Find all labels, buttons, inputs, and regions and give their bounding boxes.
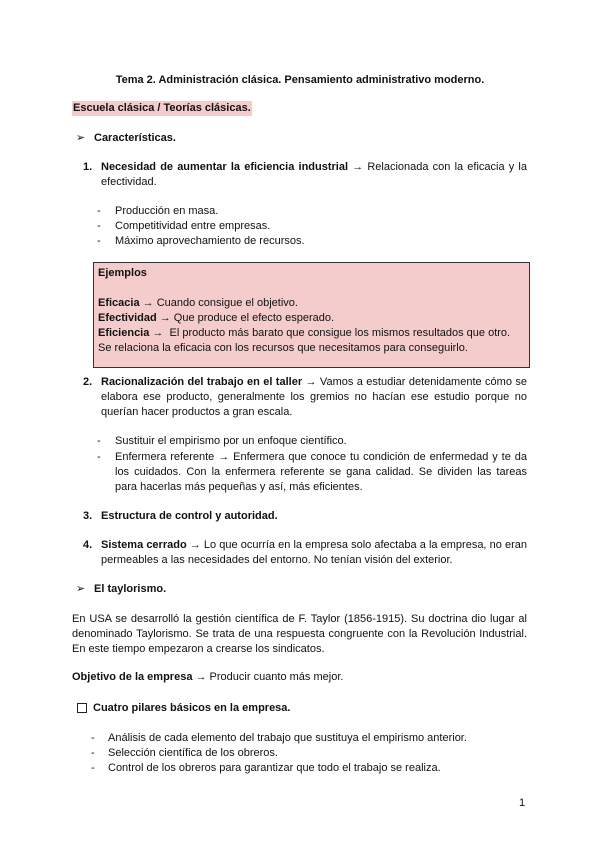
dash-bullet: - bbox=[97, 451, 101, 463]
dash-bullet: - bbox=[97, 435, 101, 447]
example-extra: Se relaciona la eficacia con los recursos que necesitamos para conseguirlo. bbox=[98, 342, 468, 354]
bullet-text: Análisis de cada elemento del trabajo que sustituya el empirismo anterior. bbox=[108, 732, 467, 744]
list-item bbox=[101, 375, 527, 420]
bullet-text: Sustituir el empirismo por un enfoque científico. bbox=[115, 435, 347, 447]
item-title: Estructura de control y autoridad. bbox=[101, 510, 278, 522]
bullet-text: Control de los obreros para garantizar que todo el trabajo se realiza. bbox=[108, 762, 441, 774]
item-number: 4. bbox=[83, 539, 93, 551]
list-item bbox=[101, 160, 527, 190]
bullet-text: Competitividad entre empresas. bbox=[115, 220, 271, 232]
dash-bullet: - bbox=[91, 762, 95, 774]
bullet-text: Selección científica de los obreros. bbox=[108, 747, 278, 759]
item-number: 1. bbox=[83, 161, 93, 173]
item-text: → Lo que ocurría en la empresa solo afectaba a la empresa, no eran permeables a las necesidades del entorno. No tenían visión del exterior. bbox=[101, 539, 527, 566]
example-term: Eficiencia bbox=[98, 327, 150, 339]
caracteristicas-heading: Características. bbox=[94, 132, 176, 144]
list-item bbox=[101, 538, 527, 568]
document-title: Tema 2. Administración clásica. Pensamiento administrativo moderno. bbox=[115, 74, 485, 86]
bullet-text: Producción en masa. bbox=[115, 205, 219, 217]
dash-bullet: - bbox=[97, 220, 101, 232]
examples-box bbox=[93, 262, 530, 368]
example-term: Eficacia bbox=[98, 297, 140, 309]
item-title: Sistema cerrado bbox=[101, 539, 187, 551]
dash-bullet: - bbox=[91, 747, 95, 759]
dash-bullet: - bbox=[97, 235, 101, 247]
item-text: → Vamos a estudiar detenidamente cómo se elabora ese producto, generalmente los gremios no hacían ese estudio porque no querían hacer productos a gran escala. bbox=[101, 376, 527, 418]
objetivo-label: Objetivo de la empresa bbox=[72, 671, 193, 683]
bullet-text: Enfermera referente → Enfermera que conoce tu condición de enfermedad y te da los cuidados. Con la enfermera referente se gana calidad. Se dividen las tareas para hacerlas más pequeñas y así, más eficientes. bbox=[115, 451, 527, 493]
item-number: 3. bbox=[83, 510, 93, 522]
examples-heading: Ejemplos bbox=[98, 267, 147, 279]
section-heading: Escuela clásica / Teorías clásicas. bbox=[73, 102, 251, 114]
pilares-heading: Cuatro pilares básicos en la empresa. bbox=[93, 702, 291, 714]
item-number: 2. bbox=[83, 376, 93, 388]
example-row bbox=[98, 326, 529, 341]
bullet-text: Máximo aprovechamiento de recursos. bbox=[115, 235, 305, 247]
example-term: Efectividad bbox=[98, 312, 157, 324]
checkbox-icon bbox=[77, 703, 87, 713]
dash-bullet: - bbox=[97, 205, 101, 217]
example-row bbox=[98, 296, 529, 311]
example-row bbox=[98, 311, 529, 326]
taylorismo-heading: El taylorismo. bbox=[94, 583, 167, 595]
item-text: → Relacionada con la eficacia y la efectividad. bbox=[101, 161, 527, 188]
item-title: Racionalización del trabajo en el taller bbox=[101, 376, 303, 388]
example-definition: → El producto más barato que consigue los mismos resultados que otro. bbox=[149, 327, 511, 339]
arrow-bullet-icon: ➢ bbox=[76, 583, 86, 595]
objetivo-text: → Producir cuanto más mejor. bbox=[192, 671, 344, 683]
example-definition: → Que produce el efecto esperado. bbox=[156, 312, 335, 324]
objetivo-line bbox=[72, 670, 343, 685]
page-number: 1 bbox=[519, 797, 526, 809]
taylorismo-paragraph: En USA se desarrolló la gestión científica de F. Taylor (1856-1915). Su doctrina dio lugar al denominado Taylorismo. Se trata de una respuesta congruente con la Revolución Industrial. En este tiempo empezaron a crearse los sindicatos. bbox=[72, 613, 527, 655]
arrow-bullet-icon: ➢ bbox=[76, 132, 86, 144]
dash-bullet: - bbox=[91, 732, 95, 744]
item-title: Necesidad de aumentar la eficiencia industrial bbox=[101, 161, 349, 173]
example-definition: → Cuando consigue el objetivo. bbox=[139, 297, 298, 309]
